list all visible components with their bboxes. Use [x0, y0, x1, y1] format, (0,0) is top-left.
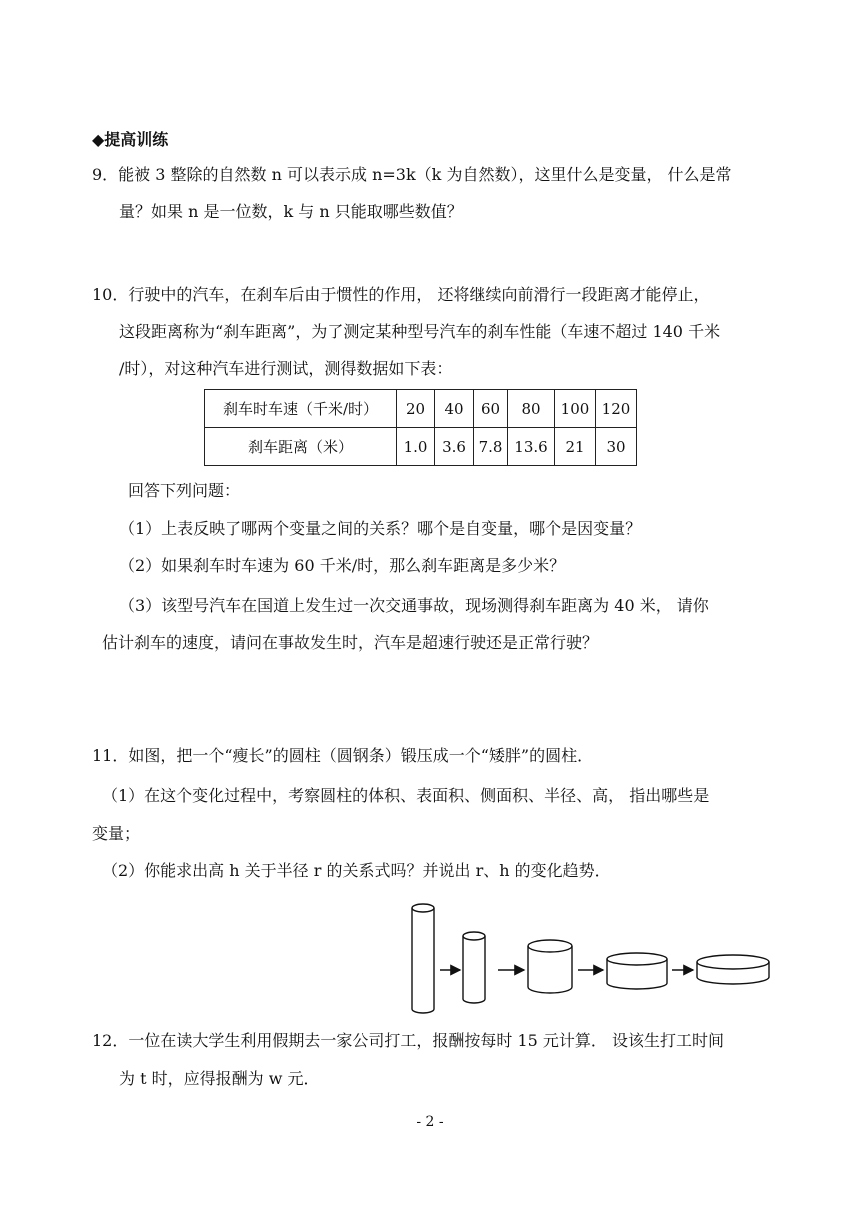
- table-cell-speed-label: 刹车时车速（千米/时）: [205, 390, 397, 428]
- table-cell: 80: [508, 390, 555, 428]
- question-11-part-2: （2）你能求出高 h 关于半径 r 的关系式吗？并说出 r、h 的变化趋势．: [102, 861, 611, 880]
- question-10-part-1: （1）上表反映了哪两个变量之间的关系？哪个是自变量，哪个是因变量？: [119, 519, 642, 538]
- question-12-line-2: 为 t 时，应得报酬为 w 元．: [119, 1069, 320, 1088]
- table-cell-distance-label: 刹车距离（米）: [205, 428, 397, 466]
- cylinder-2-icon: [463, 932, 485, 1003]
- table-cell: 20: [397, 390, 435, 428]
- question-10-line-2: 这段距离称为“刹车距离”，为了测定某种型号汽车的刹车性能（车速不超过 140 千米: [119, 322, 721, 341]
- cylinder-5-icon: [697, 955, 769, 984]
- table-cell: 120: [596, 390, 637, 428]
- question-12-line-1: 12．一位在读大学生利用假期去一家公司打工，报酬按每时 15 元计算． 设该生打工时间: [92, 1031, 724, 1050]
- table-cell: 30: [596, 428, 637, 466]
- section-title: ◆提高训练: [92, 130, 169, 149]
- table-cell: 21: [555, 428, 596, 466]
- question-10-part-2: （2）如果刹车时车速为 60 千米/时，那么刹车距离是多少米？: [119, 556, 566, 575]
- cylinder-3-icon: [528, 940, 572, 993]
- table-row-distance: [205, 428, 637, 466]
- question-10-part-3-line-1: （3）该型号汽车在国道上发生过一次交通事故，现场测得刹车距离为 40 米， 请你: [119, 596, 709, 615]
- table-cell: 100: [555, 390, 596, 428]
- table-cell: 40: [435, 390, 474, 428]
- braking-data-table: [204, 389, 637, 466]
- answer-prompt: 回答下列问题：: [128, 481, 241, 500]
- question-10-part-3-line-2: 估计刹车的速度，请问在事故发生时，汽车是超速行驶还是正常行驶？: [102, 633, 599, 652]
- question-9-line-1: 9．能被 3 整除的自然数 n 可以表示成 n=3k（k 为自然数），这里什么是变量， 什么是常: [92, 165, 732, 184]
- table-cell: 1.0: [397, 428, 435, 466]
- cylinder-1-icon: [412, 904, 434, 1013]
- question-11-part-1-line-1: （1）在这个变化过程中，考察圆柱的体积、表面积、侧面积、半径、高， 指出哪些是: [102, 786, 710, 805]
- question-11-line-1: 11．如图，把一个“瘦长”的圆柱（圆钢条）锻压成一个“矮胖”的圆柱．: [92, 746, 594, 765]
- table-cell: 60: [474, 390, 508, 428]
- question-10-line-3: /时），对这种汽车进行测试，测得数据如下表：: [119, 359, 453, 378]
- page-number: - 2 -: [416, 1114, 444, 1130]
- question-9-line-2: 量？如果 n 是一位数，k 与 n 只能取哪些数值？: [119, 202, 463, 221]
- table-cell: 7.8: [474, 428, 508, 466]
- cylinder-4-icon: [607, 953, 667, 989]
- cylinder-forging-figure: [400, 898, 780, 1018]
- table-cell: 3.6: [435, 428, 474, 466]
- question-10-line-1: 10．行驶中的汽车，在刹车后由于惯性的作用， 还将继续向前滑行一段距离才能停止，: [92, 285, 710, 304]
- table-row-speed: [205, 390, 637, 428]
- table-cell: 13.6: [508, 428, 555, 466]
- question-11-part-1-line-2: 变量；: [92, 824, 141, 843]
